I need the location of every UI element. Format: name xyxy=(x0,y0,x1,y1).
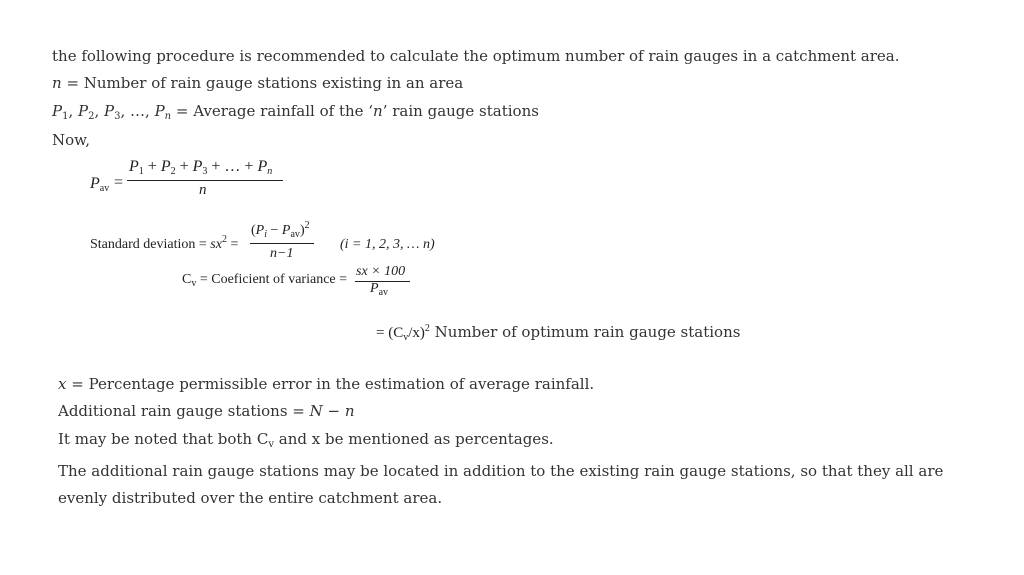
sd-condition: (i = 1, 2, 3, … n) xyxy=(340,237,435,252)
pav-denominator: n xyxy=(199,182,207,198)
sd-numerator: $(P_i - P_{av})^2$ xyxy=(251,220,310,240)
intro-text: the following procedure is recommended to calculate the optimum number of rain gauges in a catchment area. xyxy=(52,47,900,65)
pav-numerator: $P_1 + P_2 + P_3$ + … + $P_n$ xyxy=(129,158,273,177)
definition-p: $P_1$, $P_2$, $P_3$, …, $P_n$ = Average rainfall of the ‘n’ rain gauge stations xyxy=(52,102,539,122)
definition-n-text: = Number of rain gauge stations existing in an area xyxy=(61,74,464,92)
definition-x xyxy=(58,374,594,394)
n-formula: = $(C_v/x)^2$ xyxy=(376,323,430,343)
definition-p-text-b: ’ rain gauge stations xyxy=(382,102,539,120)
n-formula-text: Number of optimum rain gauge stations xyxy=(429,323,741,341)
equation-optimum-n xyxy=(376,322,740,343)
cv-denominator: $P_{av}$ xyxy=(370,281,389,298)
sd-lhs: Standard deviation = $sx^2$ = xyxy=(90,234,239,252)
cv-numerator: sx × 100 xyxy=(356,264,406,279)
sd-denominator: n−1 xyxy=(270,246,294,261)
symbol-n-quoted: n xyxy=(373,102,383,120)
additional-stations xyxy=(58,401,355,421)
definition-x-text: = Percentage permissible error in the estimation of average rainfall. xyxy=(66,375,595,393)
additional-stations-formula: N − n xyxy=(309,402,355,420)
sd-fraction-bar xyxy=(250,243,314,244)
final-paragraph: The additional rain gauge stations may be located in addition to the existing rain gauge stations, so that they all are evenly distributed over the entire catchment area. xyxy=(58,462,944,507)
pav-lhs: $P_{av}$ xyxy=(90,175,110,194)
additional-stations-text: Additional rain gauge stations = xyxy=(58,402,310,420)
pav-equals: = xyxy=(114,174,124,191)
cv-lhs: $C_v$ = Coeficient of variance = xyxy=(182,272,348,289)
cv-note: It may be noted that both $C_v$ and x be mentioned as percentages. xyxy=(58,430,554,450)
now-label: Now, xyxy=(52,131,90,149)
definition-p-text-a: = Average rainfall of the ‘ xyxy=(171,102,374,120)
symbol-n: n xyxy=(52,74,62,92)
definition-n xyxy=(52,73,463,93)
symbol-x: x xyxy=(58,375,67,393)
